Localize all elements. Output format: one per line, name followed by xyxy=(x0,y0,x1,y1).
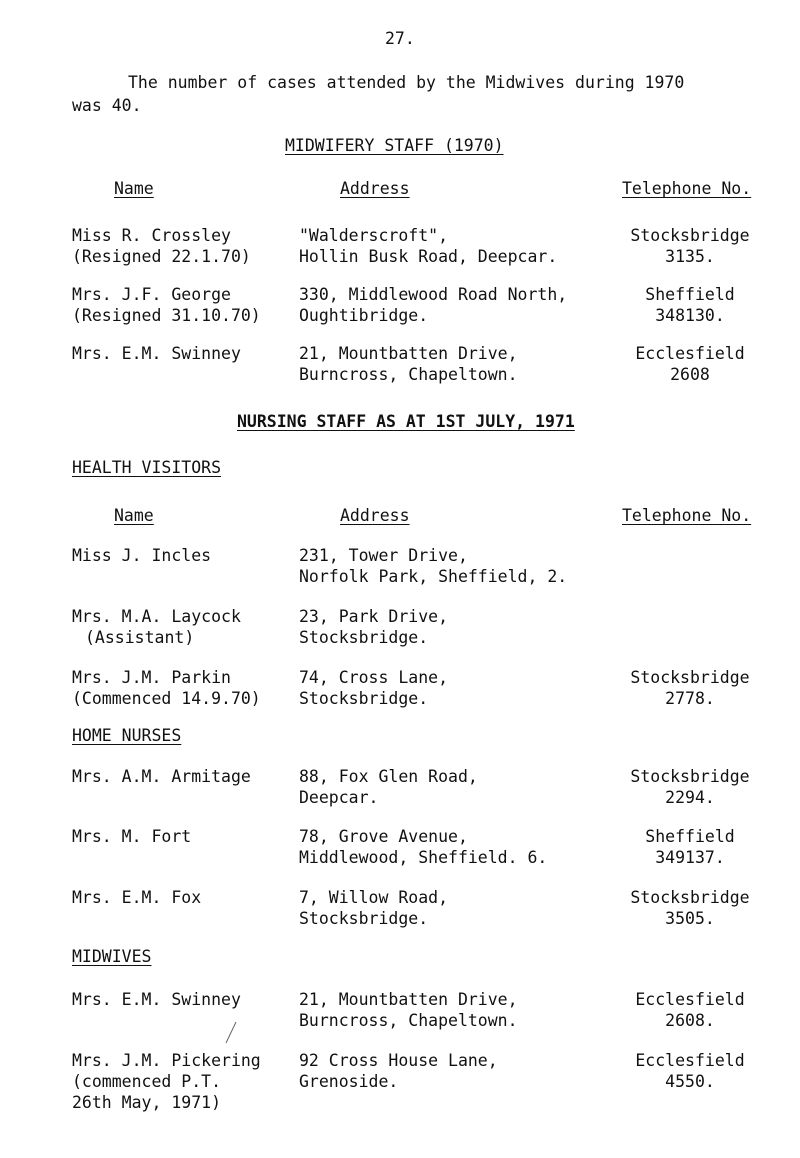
midwifery-row-3-tel-1: Ecclesfield xyxy=(635,344,745,363)
midwifery-staff-title: MIDWIFERY STAFF (1970) xyxy=(285,136,504,155)
midwifery-row-2-tel-2: 348130. xyxy=(655,306,725,325)
hv-row-2-name: Mrs. M.A. Laycock xyxy=(72,607,241,626)
midwifery-row-3-tel-2: 2608 xyxy=(670,365,710,384)
hv-row-3-tel-1: Stocksbridge xyxy=(630,668,750,687)
health-visitors-heading: HEALTH VISITORS xyxy=(72,458,222,477)
midwifery-row-2-note: (Resigned 31.10.70) xyxy=(72,306,261,325)
hn-row-1-address-1: 88, Fox Glen Road, xyxy=(299,767,478,786)
home-nurses-heading: HOME NURSES xyxy=(72,726,182,745)
header-name-2: Name xyxy=(114,506,154,525)
mw-row-1-tel-1: Ecclesfield xyxy=(635,990,745,1009)
hn-row-1-tel-1: Stocksbridge xyxy=(630,767,750,786)
midwifery-row-2-address-2: Oughtibridge. xyxy=(299,306,429,325)
midwifery-row-1-address-2: Hollin Busk Road, Deepcar. xyxy=(299,247,558,266)
hn-row-2-tel-1: Sheffield xyxy=(645,827,735,846)
midwifery-row-2-name: Mrs. J.F. George xyxy=(72,285,231,304)
hn-row-3-address-1: 7, Willow Road, xyxy=(299,888,449,907)
hn-row-2-name: Mrs. M. Fort xyxy=(72,827,192,846)
mw-row-2-name: Mrs. J.M. Pickering xyxy=(72,1051,261,1070)
header-name: Name xyxy=(114,179,154,198)
header-telephone: Telephone No. xyxy=(622,179,752,198)
midwifery-row-2-tel-1: Sheffield xyxy=(645,285,735,304)
hn-row-3-address-2: Stocksbridge. xyxy=(299,909,429,928)
midwifery-row-1-tel-2: 3135. xyxy=(665,247,715,266)
midwifery-row-3-address-2: Burncross, Chapeltown. xyxy=(299,365,518,384)
hn-row-1-name: Mrs. A.M. Armitage xyxy=(72,767,251,786)
mw-row-1-name: Mrs. E.M. Swinney xyxy=(72,990,241,1009)
mw-row-2-note-2: 26th May, 1971) xyxy=(72,1093,222,1112)
hv-row-3-address-1: 74, Cross Lane, xyxy=(299,668,449,687)
hn-row-1-address-2: Deepcar. xyxy=(299,788,379,807)
hn-row-3-tel-2: 3505. xyxy=(665,909,715,928)
header-address: Address xyxy=(340,179,410,198)
midwifery-row-3-address-1: 21, Mountbatten Drive, xyxy=(299,344,518,363)
mw-row-2-note-1: (commenced P.T. xyxy=(72,1072,222,1091)
hn-row-2-address-2: Middlewood, Sheffield. 6. xyxy=(299,848,548,867)
hv-row-1-address-2: Norfolk Park, Sheffield, 2. xyxy=(299,567,568,586)
midwifery-row-1-address-1: "Walderscroft", xyxy=(299,226,449,245)
hv-row-2-note: (Assistant) xyxy=(85,628,195,647)
mw-row-2-address-1: 92 Cross House Lane, xyxy=(299,1051,498,1070)
hv-row-3-note: (Commenced 14.9.70) xyxy=(72,689,261,708)
intro-line-1: The number of cases attended by the Midwives during 1970 xyxy=(128,73,685,92)
mw-row-1-address-2: Burncross, Chapeltown. xyxy=(299,1011,518,1030)
hn-row-3-tel-1: Stocksbridge xyxy=(630,888,750,907)
hn-row-3-name: Mrs. E.M. Fox xyxy=(72,888,202,907)
hv-row-1-address-1: 231, Tower Drive, xyxy=(299,546,468,565)
mw-row-2-tel-2: 4550. xyxy=(665,1072,715,1091)
hn-row-1-tel-2: 2294. xyxy=(665,788,715,807)
mw-row-2-tel-1: Ecclesfield xyxy=(635,1051,745,1070)
hv-row-3-name: Mrs. J.M. Parkin xyxy=(72,668,231,687)
mw-row-1-tel-2: 2608. xyxy=(665,1011,715,1030)
pen-mark-icon xyxy=(223,1020,239,1046)
header-telephone-2: Telephone No. xyxy=(622,506,752,525)
mw-row-1-address-1: 21, Mountbatten Drive, xyxy=(299,990,518,1009)
hv-row-2-address-2: Stocksbridge. xyxy=(299,628,429,647)
nursing-staff-title: NURSING STAFF AS AT 1ST JULY, 1971 xyxy=(237,412,575,431)
midwifery-row-1-note: (Resigned 22.1.70) xyxy=(72,247,251,266)
header-address-2: Address xyxy=(340,506,410,525)
hv-row-3-address-2: Stocksbridge. xyxy=(299,689,429,708)
hv-row-3-tel-2: 2778. xyxy=(665,689,715,708)
hn-row-2-address-1: 78, Grove Avenue, xyxy=(299,827,468,846)
midwifery-row-2-address-1: 330, Middlewood Road North, xyxy=(299,285,568,304)
midwifery-row-3-name: Mrs. E.M. Swinney xyxy=(72,344,241,363)
hn-row-2-tel-2: 349137. xyxy=(655,848,725,867)
mw-row-2-address-2: Grenoside. xyxy=(299,1072,399,1091)
hv-row-1-name: Miss J. Incles xyxy=(72,546,212,565)
midwifery-row-1-name: Miss R. Crossley xyxy=(72,226,231,245)
intro-line-2: was 40. xyxy=(72,96,142,115)
hv-row-2-address-1: 23, Park Drive, xyxy=(299,607,449,626)
midwives-heading: MIDWIVES xyxy=(72,947,152,966)
page-number: 27. xyxy=(385,29,415,48)
midwifery-row-1-tel-1: Stocksbridge xyxy=(630,226,750,245)
